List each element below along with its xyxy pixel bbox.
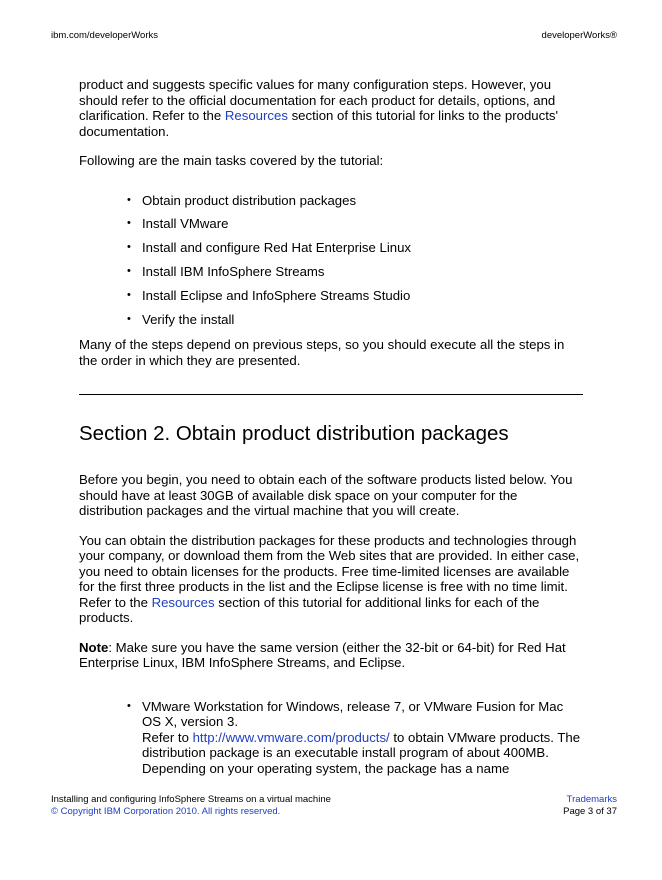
footer-left [51,794,331,818]
section-title: Section 2. Obtain product distribution packages [79,422,509,446]
list-item: • Obtain product distribution packages [127,193,583,209]
product-title: VMware Workstation for Windows, release 7, or VMware Fusion for Mac OS X, version 3. [142,698,564,730]
trademarks-link[interactable]: Trademarks [566,794,617,805]
resources-link[interactable]: Resources [224,108,288,123]
intro-paragraph [79,77,583,139]
section-p2-text-a: You can obtain the distribution packages for these products and technologies through your company, or download them from the Web sites that are provided. In either case, you need to obtain licenses for the products. Free time-limited licenses are available for the first three products in the list and the Eclipse license is free with no time limit. Refer to the [79,532,580,610]
section-paragraph-1: Before you begin, you need to obtain each of the software products listed below. You should have at least 30GB of available disk space on your computer for the distribution packages and the virtual machine that you will create. [79,472,573,519]
product-refer-text: Refer to [142,729,193,745]
header-brand: developerWorks® [541,30,617,41]
product-list [79,699,583,777]
product-description: to obtain VMware products. The distribution package is an executable install program of about 400MB. Depending on your operating system, the package has a name [142,729,581,776]
section-p2-text-b: section of this tutorial for additional links for each of the products. [79,594,540,626]
section-paragraph-2 [79,533,583,626]
intro-text-a: product and suggests specific values for many configuration steps. However, you should refer to the official documentation for each product for details, options, and clarification. Refer to the [79,77,556,123]
tasks-intro: Following are the main tasks covered by the tutorial: [79,153,384,168]
note-paragraph [79,640,583,671]
header-site-url: ibm.com/developerWorks [51,30,159,41]
list-item [127,699,583,777]
list-item: • Install IBM InfoSphere Streams [127,264,583,280]
section-divider [79,394,583,395]
footer-doc-title: Installing and configuring InfoSphere Streams on a virtual machine [51,794,331,805]
list-item: • Install and configure Red Hat Enterprise Linux [127,240,583,256]
note-label: Note [79,639,109,655]
steps-order-paragraph: Many of the steps depend on previous steps, so you should execute all the steps in the order in which they are presented. [79,337,565,368]
footer-right [563,794,617,818]
task-list [79,193,583,328]
page-content [79,77,583,776]
list-item: • Install Eclipse and InfoSphere Streams Studio [127,288,583,304]
list-item: • Verify the install [127,312,583,328]
page-number: Page 3 of 37 [563,806,617,817]
list-item: • Install VMware [127,216,583,232]
resources-link-2[interactable]: Resources [151,594,215,610]
copyright-link[interactable]: © Copyright IBM Corporation 2010. All rights reserved. [51,806,281,817]
vmware-products-link[interactable]: http://www.vmware.com/products/ [192,729,390,745]
note-text: : Make sure you have the same version (either the 32-bit or 64-bit) for Red Hat Enterprise Linux, IBM InfoSphere Streams, and Eclipse. [79,639,566,671]
intro-text-b: section of this tutorial for links to the products' documentation. [79,108,558,139]
